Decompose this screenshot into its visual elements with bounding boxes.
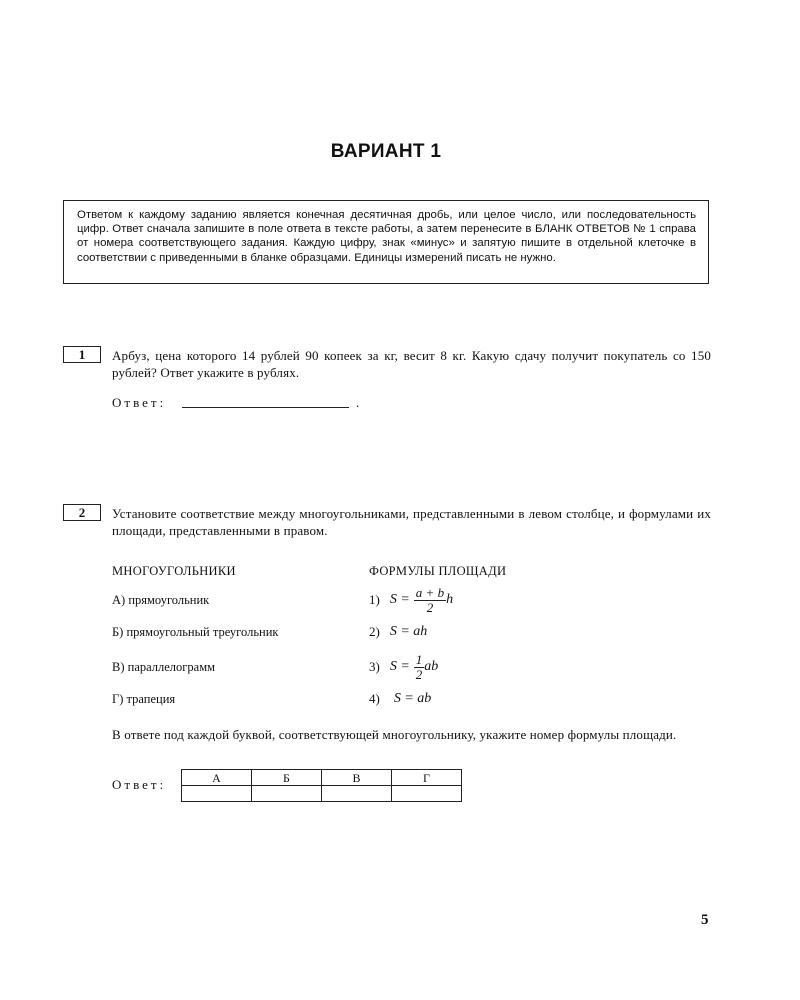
formula-4-number: 4) <box>369 691 380 706</box>
polygon-a: А) прямоугольник <box>112 593 210 607</box>
task-2-answer-label: Ответ: <box>112 777 167 792</box>
answer-cell-v[interactable] <box>322 786 392 802</box>
task-2-instruction: В ответе под каждой буквой, соответствующей многоугольнику, укажите номер формулы площади. <box>112 727 677 742</box>
formula-1-tail: h <box>446 592 454 607</box>
formulas-header: ФОРМУЛЫ ПЛОЩАДИ <box>369 564 507 578</box>
answer-header-b: Б <box>252 770 322 786</box>
task-1-answer-period: . <box>356 395 360 410</box>
task-1-answer-label: Ответ: <box>112 395 167 410</box>
formula-3-number: 3) <box>369 659 380 674</box>
formula-4 <box>369 691 431 707</box>
formula-1-denominator: 2 <box>426 599 434 615</box>
formula-2-expression: S = ah <box>389 624 428 639</box>
formula-3 <box>369 650 438 684</box>
formula-2-number: 2) <box>369 624 380 639</box>
task-1-answer-field[interactable] <box>182 395 349 408</box>
formula-1-lhs: S = <box>389 592 410 607</box>
formula-3-lhs: S = <box>389 659 410 674</box>
answer-header-v: В <box>322 770 392 786</box>
answer-header-g: Г <box>392 770 462 786</box>
formula-1-fraction <box>414 586 446 615</box>
task-2-text: Установите соответствие между многоугольниками, представленными в левом столбце, и формулами их площади, представленными в правом. <box>112 506 711 538</box>
formula-4-expression: S = ab <box>393 691 432 706</box>
formula-3-denominator: 2 <box>415 666 423 682</box>
polygon-v: В) параллелограмм <box>112 660 216 674</box>
polygon-b: Б) прямоугольный треугольник <box>112 625 279 639</box>
page-title: ВАРИАНТ 1 <box>330 141 442 162</box>
answer-table-input-row <box>182 786 462 802</box>
formula-2 <box>369 624 427 640</box>
formula-1-numerator: a + b <box>415 584 445 600</box>
formula-3-tail: ab <box>424 659 439 674</box>
formula-1 <box>369 583 453 617</box>
answer-table-header-row <box>182 770 462 786</box>
formula-1-number: 1) <box>369 592 380 607</box>
answer-header-a: А <box>182 770 252 786</box>
answer-cell-g[interactable] <box>392 786 462 802</box>
formula-3-fraction <box>414 653 425 682</box>
task-2-number: 2 <box>63 504 101 521</box>
page-number: 5 <box>701 912 709 928</box>
answer-cell-b[interactable] <box>252 786 322 802</box>
formula-3-numerator: 1 <box>415 651 423 667</box>
task-1-text: Арбуз, цена которого 14 рублей 90 копеек за кг, весит 8 кг. Какую сдачу получит покупатель со 150 рублей? Ответ укажите в рублях. <box>112 348 711 380</box>
polygons-header: МНОГОУГОЛЬНИКИ <box>112 564 236 578</box>
instructions-box: Ответом к каждому заданию является конечная десятичная дробь, или целое число, или последовательность цифр. Ответ сначала запишите в поле ответа в тексте работы, а затем перенесите в БЛАНК ОТВЕТОВ № 1 справа от номера соответствующего задания. Каждую цифру, знак «минус» и запятую пишите в отдельной клеточке в соответствии с приведенными в бланке образцами. Единицы измерений писать не нужно. <box>63 200 709 284</box>
answer-cell-a[interactable] <box>182 786 252 802</box>
task-2-answer-table <box>181 769 462 802</box>
polygon-g: Г) трапеция <box>112 692 176 706</box>
task-1-number: 1 <box>63 346 101 363</box>
